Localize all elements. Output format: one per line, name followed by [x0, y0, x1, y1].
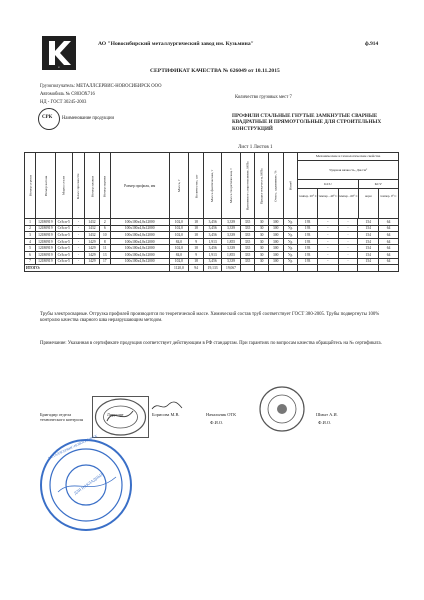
- table-cell: 1,855: [222, 251, 240, 258]
- table-cell: 1,855: [222, 238, 240, 245]
- table-cell: 300: [268, 219, 283, 226]
- table-cell: 3,456: [203, 219, 221, 226]
- table-cell: 64: [379, 225, 399, 232]
- sheet-info: Лист 1 Листов 1: [238, 145, 273, 150]
- kcv-norm-label: норм: [359, 189, 379, 218]
- table-cell: 3,456: [203, 258, 221, 265]
- qc-stamp-text: Лирусоре: [107, 412, 124, 417]
- table-cell: 193: [298, 245, 318, 252]
- table-cell: -: [72, 245, 84, 252]
- table-cell: 10: [99, 232, 110, 239]
- table-row: [25, 245, 399, 252]
- form-number: ф.914: [365, 41, 379, 47]
- table-cell: 18: [189, 258, 204, 265]
- table-cell: 30: [255, 225, 268, 232]
- table-cell: 12180919: [36, 245, 56, 252]
- table-cell: 1432: [85, 219, 100, 226]
- table-cell: 3,339: [222, 225, 240, 232]
- table-cell: Ст3сп-5: [55, 232, 72, 239]
- table-cell: -: [72, 219, 84, 226]
- table-cell: -: [338, 225, 358, 232]
- table-cell: 2: [99, 219, 110, 226]
- col-theor-mass: Масса теоретическая, т: [222, 153, 240, 219]
- table-cell: -: [317, 238, 338, 245]
- table-cell: 30: [255, 258, 268, 265]
- table-cell: 100х100х4,0х12000: [110, 251, 169, 258]
- table-cell: 193: [298, 219, 318, 226]
- table-cell: 154: [358, 225, 379, 232]
- table-cell: 154: [358, 232, 379, 239]
- col-tensile: Временное сопротивление, МПа: [240, 153, 255, 219]
- table-cell: 193: [298, 238, 318, 245]
- table-cell: 193: [298, 258, 318, 265]
- vehicle-field: Автомобиль № С803ОХ716: [40, 92, 95, 97]
- table-cell: 154: [358, 219, 379, 226]
- table-cell: 1: [25, 219, 36, 226]
- table-cell: 300: [268, 238, 283, 245]
- table-cell: 1432: [85, 225, 100, 232]
- table-cell: -: [338, 232, 358, 239]
- col-wagon: Номер вагона: [36, 153, 56, 219]
- table-row: [25, 238, 399, 245]
- table-cell: 13: [99, 251, 110, 258]
- col-weight: Масса, т: [169, 153, 189, 219]
- table-cell: Ст3сп-5: [55, 258, 72, 265]
- table-cell: 9: [189, 238, 204, 245]
- table-cell: 3,339: [222, 258, 240, 265]
- table-cell: 335: [240, 232, 255, 239]
- table-cell: -: [72, 258, 84, 265]
- table-cell: 12180919: [36, 232, 56, 239]
- table-cell: Ст3сп-5: [55, 251, 72, 258]
- table-cell: -: [338, 251, 358, 258]
- table-cell: 30: [255, 251, 268, 258]
- table-cell: 1429: [85, 245, 100, 252]
- table-cell: 64: [379, 238, 399, 245]
- table-cell: 300: [268, 232, 283, 239]
- table-cell: 154: [358, 238, 379, 245]
- table-cell: 7: [25, 258, 36, 265]
- table-cell: -: [338, 238, 358, 245]
- table-cell: Ст3сп-5: [55, 219, 72, 226]
- table-cell: 6: [25, 251, 36, 258]
- table-cell: 5: [25, 245, 36, 252]
- cargo-seats-field: Количество грузовых мест 7: [235, 95, 292, 100]
- table-cell: -: [317, 225, 338, 232]
- table-cell: 102,0: [169, 258, 189, 265]
- table-cell: 300: [268, 225, 283, 232]
- table-cell: 64: [379, 251, 399, 258]
- col-heat: Номер плавки: [85, 153, 100, 219]
- remark-note: Примечание: Указанная в сертификате продукция соответствует действующим в РФ стандартам. При гарантиях по вопросам качества обращайтесь на № сертификата.: [40, 341, 382, 346]
- table-cell: 64: [379, 258, 399, 265]
- certification-seal-icon: СРК: [38, 108, 60, 130]
- table-cell: 12180919: [36, 258, 56, 265]
- table-cell: 3: [25, 232, 36, 239]
- col-batch: Номер партии: [99, 153, 110, 219]
- table-cell: 300: [268, 245, 283, 252]
- table-cell: -: [317, 219, 338, 226]
- table-cell: 30: [255, 238, 268, 245]
- col-size: Размер профиля, мм: [110, 153, 169, 219]
- table-cell: 3,456: [203, 245, 221, 252]
- table-cell: 9: [189, 251, 204, 258]
- col-bend: Изгиб: [283, 153, 298, 219]
- table-cell: 193: [298, 251, 318, 258]
- table-cell: 154: [358, 251, 379, 258]
- table-cell: 100х100х4,0х12000: [110, 245, 169, 252]
- table-cell: 12180919: [36, 251, 56, 258]
- table-cell: 335: [240, 225, 255, 232]
- qc-stamp-icon: [93, 397, 148, 437]
- table-cell: 12180919: [36, 225, 56, 232]
- qc-stamp: [92, 396, 149, 438]
- table-cell: 3,339: [222, 245, 240, 252]
- table-cell: -: [72, 225, 84, 232]
- table-cell: -: [72, 251, 84, 258]
- table-cell: 154: [358, 258, 379, 265]
- svg-text:K: K: [58, 67, 60, 69]
- table-cell: 154: [358, 245, 379, 252]
- table-cell: 30: [255, 219, 268, 226]
- table-cell: Уд.: [283, 258, 298, 265]
- table-cell: 18: [189, 232, 204, 239]
- table-cell: Уд.: [283, 251, 298, 258]
- certificate-table: [24, 152, 399, 272]
- table-cell: 102,0: [169, 232, 189, 239]
- left-signature-name: Борисова М.В.: [152, 412, 180, 417]
- total-label: ИТОГО:: [25, 265, 170, 272]
- table-cell: 3,456: [203, 225, 221, 232]
- total-weight: 1120,0: [169, 265, 189, 272]
- col-qty: Количество, шт: [189, 153, 204, 219]
- total-theor-mass: 19,067: [222, 265, 240, 272]
- col-actual-mass: Масса фактическая, т: [203, 153, 221, 219]
- right-signature-sub: Ф.И.О.: [318, 420, 332, 425]
- mid-signature-name: Ф.И.О.: [210, 420, 224, 425]
- table-cell: 102,0: [169, 245, 189, 252]
- table-cell: Уд.: [283, 219, 298, 226]
- table-cell: 3,339: [222, 232, 240, 239]
- table-cell: 3,339: [222, 219, 240, 226]
- table-cell: 12180919: [36, 238, 56, 245]
- table-cell: 1429: [85, 258, 100, 265]
- table-cell: -: [72, 232, 84, 239]
- table-cell: Ст3сп-5: [55, 225, 72, 232]
- table-cell: 102,0: [169, 219, 189, 226]
- table-cell: 18: [189, 219, 204, 226]
- k-mark-icon: [42, 36, 76, 70]
- table-cell: 18: [189, 225, 204, 232]
- kcv-0-label: темпер. 0° С: [380, 194, 397, 198]
- table-cell: 30: [255, 232, 268, 239]
- table-cell: 84,0: [169, 238, 189, 245]
- table-cell: 11: [99, 245, 110, 252]
- kcu-20-label: темпер. 20° С: [298, 189, 318, 218]
- table-cell: 64: [379, 219, 399, 226]
- impact-label: Ударная вязкость, Дж/см²: [298, 161, 398, 180]
- table-cell: 30: [255, 245, 268, 252]
- kcv-label: KCV: [374, 182, 382, 186]
- factory-stamp-icon: [258, 385, 306, 433]
- table-cell: 102,0: [169, 225, 189, 232]
- table-cell: 335: [240, 219, 255, 226]
- table-cell: 335: [240, 245, 255, 252]
- table-cell: 1432: [85, 232, 100, 239]
- table-cell: 64: [379, 232, 399, 239]
- kcu-minus40-label: темпер. -40° С: [318, 189, 338, 218]
- table-cell: 2: [25, 225, 36, 232]
- table-cell: -: [317, 245, 338, 252]
- table-cell: 3,456: [203, 232, 221, 239]
- col-strength-class: Класс прочности: [72, 153, 84, 219]
- total-row: [25, 265, 399, 272]
- table-cell: 64: [379, 245, 399, 252]
- table-cell: Ст3сп-5: [55, 238, 72, 245]
- table-cell: 100х100х4,0х12000: [110, 219, 169, 226]
- table-cell: 335: [240, 251, 255, 258]
- table-row: [25, 219, 399, 226]
- table-cell: Уд.: [283, 232, 298, 239]
- table-cell: 4: [25, 238, 36, 245]
- table-cell: 300: [268, 251, 283, 258]
- col-elongation: Относ. удлинение, %: [268, 153, 283, 219]
- table-row: [25, 258, 399, 265]
- table-cell: 1429: [85, 251, 100, 258]
- table-cell: Уд.: [283, 225, 298, 232]
- col-line-number: Номер строки: [25, 153, 36, 219]
- table-cell: -: [338, 245, 358, 252]
- table-row: [25, 232, 399, 239]
- table-cell: 100х100х4,0х12000: [110, 225, 169, 232]
- organization-name: АО "Новосибирский металлургический завод им. Кузьмина": [98, 41, 254, 47]
- table-row: [25, 225, 399, 232]
- table-cell: Уд.: [283, 238, 298, 245]
- table-cell: 193: [298, 232, 318, 239]
- consignee-field: Грузополучатель: МЕТАЛЛСЕРВИС-НОВОСИБИРСК ООО: [40, 84, 162, 89]
- standard-field: НД - ГОСТ 30245-2003: [40, 100, 87, 105]
- table-cell: 6: [99, 225, 110, 232]
- table-cell: 12180919: [36, 219, 56, 226]
- table-cell: -: [317, 258, 338, 265]
- left-signature-role: Бригадир отдела технического контроля: [40, 412, 83, 423]
- table-cell: -: [317, 251, 338, 258]
- table-cell: 100х100х4,0х12000: [110, 232, 169, 239]
- table-cell: 335: [240, 258, 255, 265]
- company-logo: [42, 36, 76, 70]
- table-cell: 17: [99, 258, 110, 265]
- table-cell: Уд.: [283, 245, 298, 252]
- kcu-minus60-label: темпер. -60° С: [339, 189, 359, 218]
- table-cell: 18: [189, 245, 204, 252]
- mech-group-label: Механические и технологические свойства: [298, 153, 398, 161]
- table-cell: 1,913: [203, 251, 221, 258]
- table-row: [25, 251, 399, 258]
- blue-company-stamp: [38, 433, 134, 533]
- table-cell: 193: [298, 225, 318, 232]
- table-cell: 1,913: [203, 238, 221, 245]
- product-label: Наименование продукции: [62, 116, 114, 121]
- product-name: ПРОФИЛИ СТАЛЬНЫЕ ГНУТЫЕ ЗАМКНУТЫЕ СВАРНЫЕ КВАДРАТНЫЕ И ПРЯМОУГОЛЬНЫЕ ДЛЯ СТРОИТЕЛЬНЫХ КОНСТРУКЦИЙ: [232, 113, 382, 132]
- total-qty: 94: [189, 265, 204, 272]
- table-cell: 1429: [85, 238, 100, 245]
- table-cell: -: [338, 219, 358, 226]
- table-cell: 8: [99, 238, 110, 245]
- table-header-row: [25, 153, 399, 219]
- mid-signature-role: Начальник ОТК: [206, 412, 237, 417]
- certificate-title: СЕРТИФИКАТ КАЧЕСТВА № 626049 от 10.11.2015: [150, 68, 280, 74]
- table-cell: -: [72, 238, 84, 245]
- blue-stamp-center-text: ДЛЯ НАКЛАДНЫХ: [72, 471, 105, 496]
- blue-stamp-ring-text: МЕТАЛЛСЕРВИС-НОВОСИБИРСК: [47, 433, 98, 461]
- right-signature-name: Шмыт А.И.: [316, 412, 338, 417]
- table-cell: -: [317, 232, 338, 239]
- table-cell: 335: [240, 238, 255, 245]
- table-cell: -: [338, 258, 358, 265]
- col-yield: Предел текучести, МПа: [255, 153, 268, 219]
- table-cell: 100х100х4,0х12000: [110, 258, 169, 265]
- table-cell: Ст3сп-5: [55, 245, 72, 252]
- table-cell: 100х100х4,0х12000: [110, 238, 169, 245]
- kcu-label: KCU: [298, 180, 358, 188]
- table-cell: 300: [268, 258, 283, 265]
- factory-stamp: [258, 385, 306, 433]
- left-signature-scribble-icon: [150, 399, 184, 413]
- table-cell: 84,0: [169, 251, 189, 258]
- col-steel-grade: Марка стали: [55, 153, 72, 219]
- total-actual-mass: 19,133: [203, 265, 221, 272]
- pipe-note: Трубы электросварные. Отгрузка профилей производится по теоретической массе. Химический состав труб соответствует ГОСТ 380-2005. Трубы подвергнуты 100% контролю качества сварного шва неразрушающим методом.: [40, 312, 380, 324]
- mechanical-properties-header: [298, 153, 399, 219]
